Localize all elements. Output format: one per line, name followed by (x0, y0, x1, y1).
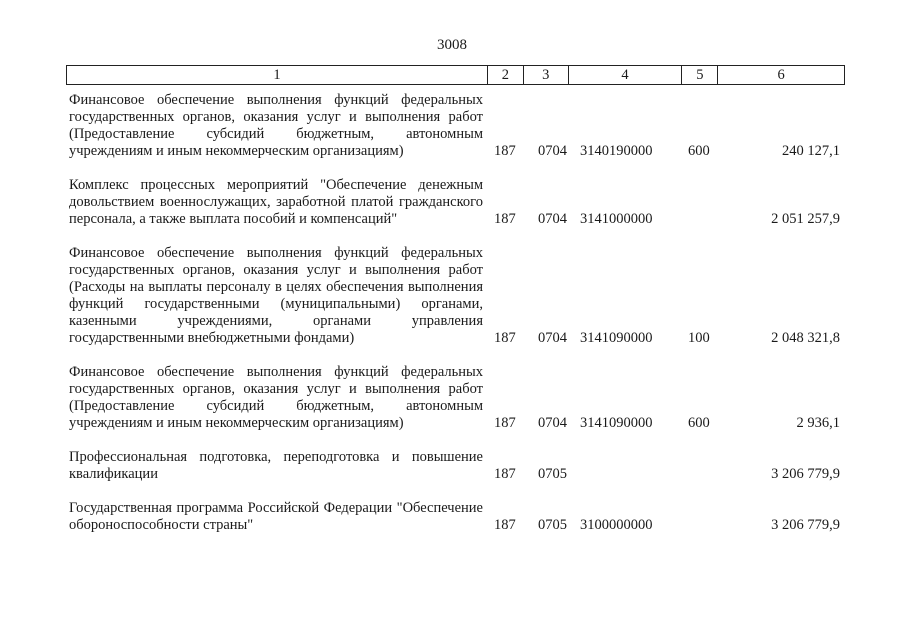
table-header (66, 65, 845, 85)
row-sum: 240 127,1 (782, 143, 840, 159)
row-csr: 3141090000 (580, 330, 653, 346)
row-description: Финансовое обеспечение выполнения функций федеральных государственных органов, оказания услуг и выполнения работ (Предоставление субсидий бюджетным, автономным учреждениям и иным некоммерческим организациям) (69, 92, 483, 159)
page-number: 3008 (437, 37, 467, 53)
column-header-5: 5 (681, 66, 717, 84)
column-header-3: 3 (523, 66, 568, 84)
row-rz: 0705 (538, 517, 567, 533)
row-rz: 0704 (538, 330, 567, 346)
row-description: Государственная программа Российской Федерации "Обеспечение обороноспособности страны" (69, 500, 483, 533)
table-row (66, 500, 845, 534)
column-header-4: 4 (568, 66, 682, 84)
column-header-1: 1 (273, 67, 281, 83)
row-gr: 187 (494, 466, 516, 482)
table-row (66, 364, 845, 432)
row-gr: 187 (494, 211, 516, 227)
row-vr: 100 (688, 330, 710, 346)
row-vr: 600 (688, 143, 710, 159)
table-row (66, 245, 845, 347)
table-row (66, 92, 845, 160)
row-sum: 2 936,1 (796, 415, 840, 431)
row-rz: 0704 (538, 415, 567, 431)
row-description: Комплекс процессных мероприятий "Обеспечение денежным довольствием военнослужащих, заработной платой гражданского персонала, а также выплата пособий и компенсаций" (69, 177, 483, 227)
row-vr: 600 (688, 415, 710, 431)
column-header-6: 6 (717, 66, 844, 84)
row-gr: 187 (494, 517, 516, 533)
row-description: Профессиональная подготовка, переподготовка и повышение квалификации (69, 449, 483, 482)
row-rz: 0705 (538, 466, 567, 482)
row-gr: 187 (494, 415, 516, 431)
row-description: Финансовое обеспечение выполнения функций федеральных государственных органов, оказания услуг и выполнения работ (Расходы на выплаты персоналу в целях обеспечения выполнения функций государственными (муниципальными) органами, казенными учреждениями, органами управления государственными внебюджетными фондами) (69, 245, 483, 346)
row-csr: 3100000000 (580, 517, 653, 533)
table-row (66, 449, 845, 483)
row-gr: 187 (494, 330, 516, 346)
row-csr: 3140190000 (580, 143, 653, 159)
row-sum: 2 048 321,8 (771, 330, 840, 346)
row-sum: 3 206 779,9 (771, 466, 840, 482)
row-csr: 3141090000 (580, 415, 653, 431)
row-description: Финансовое обеспечение выполнения функций федеральных государственных органов, оказания услуг и выполнения работ (Предоставление субсидий бюджетным, автономным учреждениям и иным некоммерческим организациям) (69, 364, 483, 431)
row-csr: 3141000000 (580, 211, 653, 227)
row-sum: 3 206 779,9 (771, 517, 840, 533)
row-rz: 0704 (538, 211, 567, 227)
row-gr: 187 (494, 143, 516, 159)
table-row (66, 177, 845, 228)
row-sum: 2 051 257,9 (771, 211, 840, 227)
table-body (66, 92, 845, 534)
row-rz: 0704 (538, 143, 567, 159)
column-header-2: 2 (487, 66, 523, 84)
